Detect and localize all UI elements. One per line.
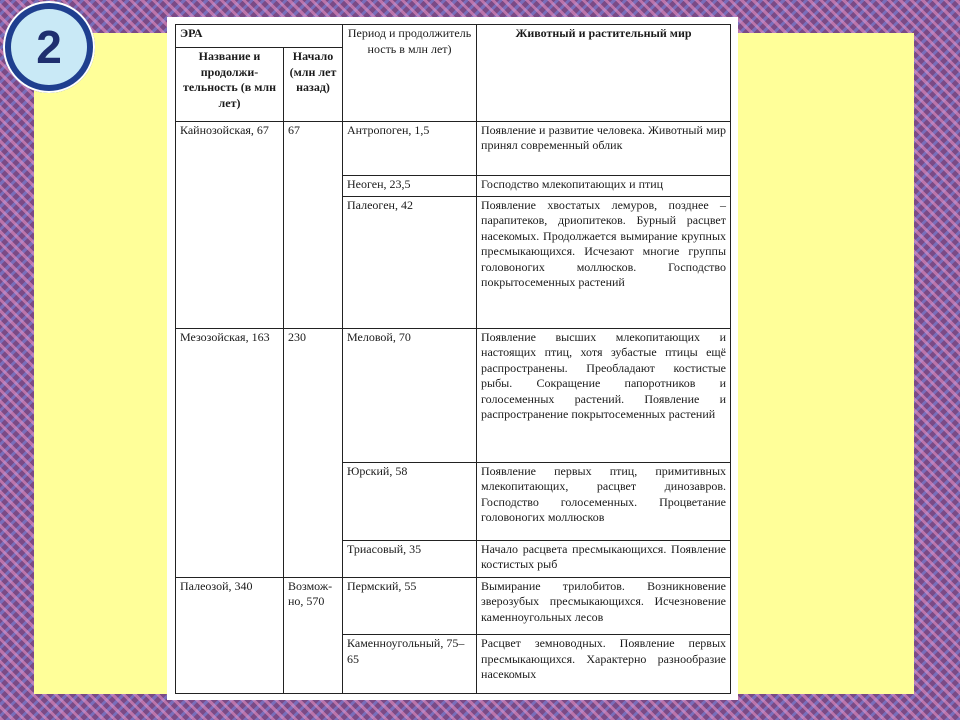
period-cell: Палеоген, 42 (343, 196, 477, 328)
era-start-cell: 230 (284, 328, 343, 577)
life-cell: Появление высших млекопитающих и настоящих птиц, хотя зубастые птицы ещё распространены. Преобладают костистые рыбы. Сокращение папоротников и голосеменных растений. Появление и распространение покрытосеменных растений (477, 328, 731, 462)
life-cell: Появление и развитие человека. Животный мир принял современный облик (477, 121, 731, 175)
slide-number-badge (3, 1, 95, 93)
table-row (176, 328, 731, 462)
life-cell: Появление первых птиц, примитивных млекопитающих, расцвет динозавров. Господство голосеменных. Процветание головоногих моллюсков (477, 462, 731, 540)
era-name-cell: Палеозой, 340 (176, 577, 284, 693)
period-cell: Антропоген, 1,5 (343, 121, 477, 175)
header-era-start: Начало (млн лет назад) (284, 48, 343, 122)
header-life: Животный и растительный мир (477, 25, 731, 122)
period-cell: Триасовый, 35 (343, 540, 477, 577)
period-cell: Неоген, 23,5 (343, 176, 477, 196)
table-row (176, 577, 731, 635)
life-cell: Господство млекопитающих и птиц (477, 176, 731, 196)
era-name-cell: Кайнозойская, 67 (176, 121, 284, 328)
era-start-cell: Возмож-но, 570 (284, 577, 343, 693)
life-cell: Расцвет земноводных. Появление первых пресмыкающихся. Характерно разнообразие насекомых (477, 635, 731, 694)
life-cell: Начало расцвета пресмыкающихся. Появление костистых рыб (477, 540, 731, 577)
slide-number: 2 (11, 9, 87, 85)
life-cell: Вымирание трилобитов. Возникновение зверозубых пресмыкающихся. Исчезновение каменноугольных лесов (477, 577, 731, 635)
header-era-name: Название и продолжи-тельность (в млн лет) (176, 48, 284, 122)
period-cell: Каменноугольный, 75–65 (343, 635, 477, 694)
header-period: Период и продолжитель ность в млн лет) (343, 25, 477, 122)
period-cell: Юрский, 58 (343, 462, 477, 540)
era-start-cell: 67 (284, 121, 343, 328)
table-row (176, 121, 731, 175)
life-cell: Появление хвостатых лемуров, позднее – парапитеков, дриопитеков. Бурный расцвет насекомых. Продолжается вымирание крупных пресмыкающихся. Исчезают многие группы головоногих моллюсков. Господство покрытосеменных растений (477, 196, 731, 328)
era-name-cell: Мезозойская, 163 (176, 328, 284, 577)
header-era: ЭРА (176, 25, 343, 48)
table-sheet (167, 17, 738, 700)
geologic-eras-table (175, 24, 731, 694)
period-cell: Меловой, 70 (343, 328, 477, 462)
period-cell: Пермский, 55 (343, 577, 477, 635)
